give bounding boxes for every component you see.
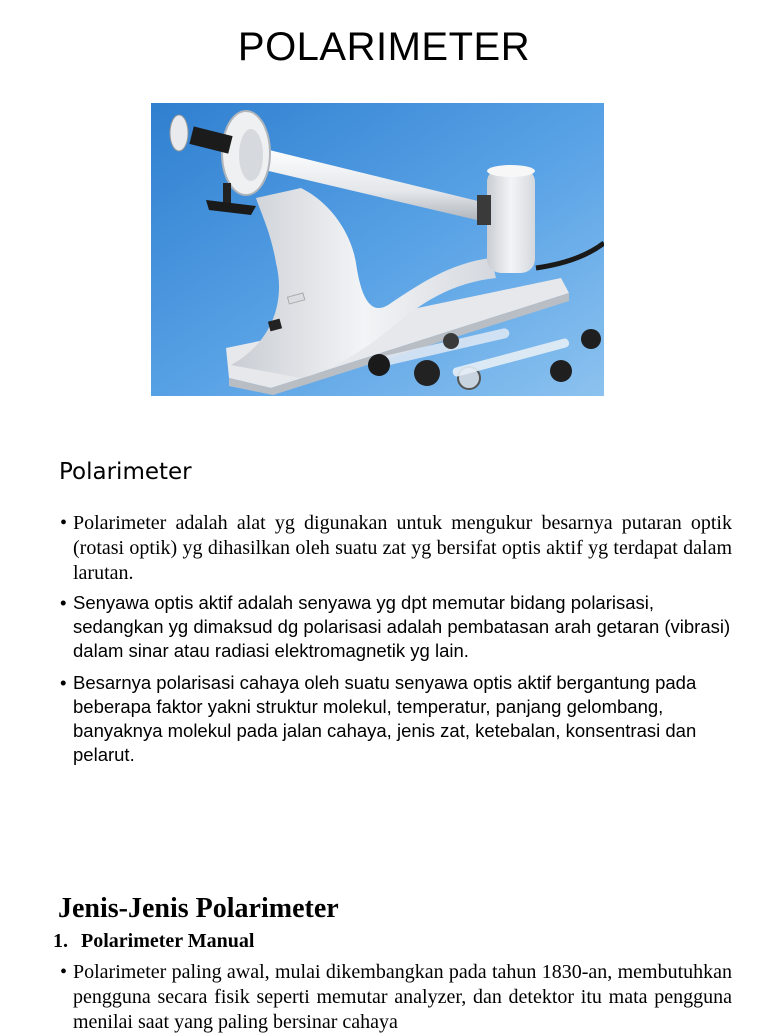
bullet-item-definition — [60, 511, 732, 586]
polarimeter-photo — [151, 103, 604, 396]
bullet-dot: • — [60, 592, 67, 613]
bullet-text: Besarnya polarisasi cahaya oleh suatu senyawa optis aktif bergantung pada beberapa faktor yakni struktur molekul, temperatur, panjang gelombang, banyaknya molekul pada jalan cahaya, jenis zat, ketebalan, konsentrasi dan pelarut. — [73, 672, 697, 765]
bullet-text: Senyawa optis aktif adalah senyawa yg dpt memutar bidang polarisasi, sedangkan yg dimaksud dg polarisasi adalah pembatasan arah getaran (vibrasi) dalam sinar atau radiasi elektromagnetik yg lain. — [73, 592, 731, 661]
bullet-item-factors — [60, 671, 732, 767]
slide-title: POLARIMETER — [237, 25, 531, 69]
bullet-dot: • — [60, 961, 68, 983]
subheading-number: 1. — [53, 930, 68, 952]
bullet-dot: • — [60, 512, 68, 534]
section-heading-polarimeter: Polarimeter — [59, 459, 192, 485]
bullet-dot: • — [60, 672, 67, 693]
section-heading-types: Jenis-Jenis Polarimeter — [58, 893, 339, 924]
bullet-item-optical-active — [60, 591, 732, 663]
subheading-text: Polarimeter Manual — [81, 930, 255, 952]
subheading-manual — [53, 928, 254, 954]
bullet-text: Polarimeter paling awal, mulai dikembangkan pada tahun 1830-an, membutuhkan pengguna secara fisik seperti memutar analyzer, dan detektor itu mata pengguna menilai saat yang paling bersinar cahaya — [73, 961, 732, 1033]
bullet-text: Polarimeter adalah alat yg digunakan untuk mengukur besarnya putaran optik (rotasi optik) yg dihasilkan oleh suatu zat yg bersifat optis aktif yg terdapat dalam larutan. — [73, 512, 732, 584]
